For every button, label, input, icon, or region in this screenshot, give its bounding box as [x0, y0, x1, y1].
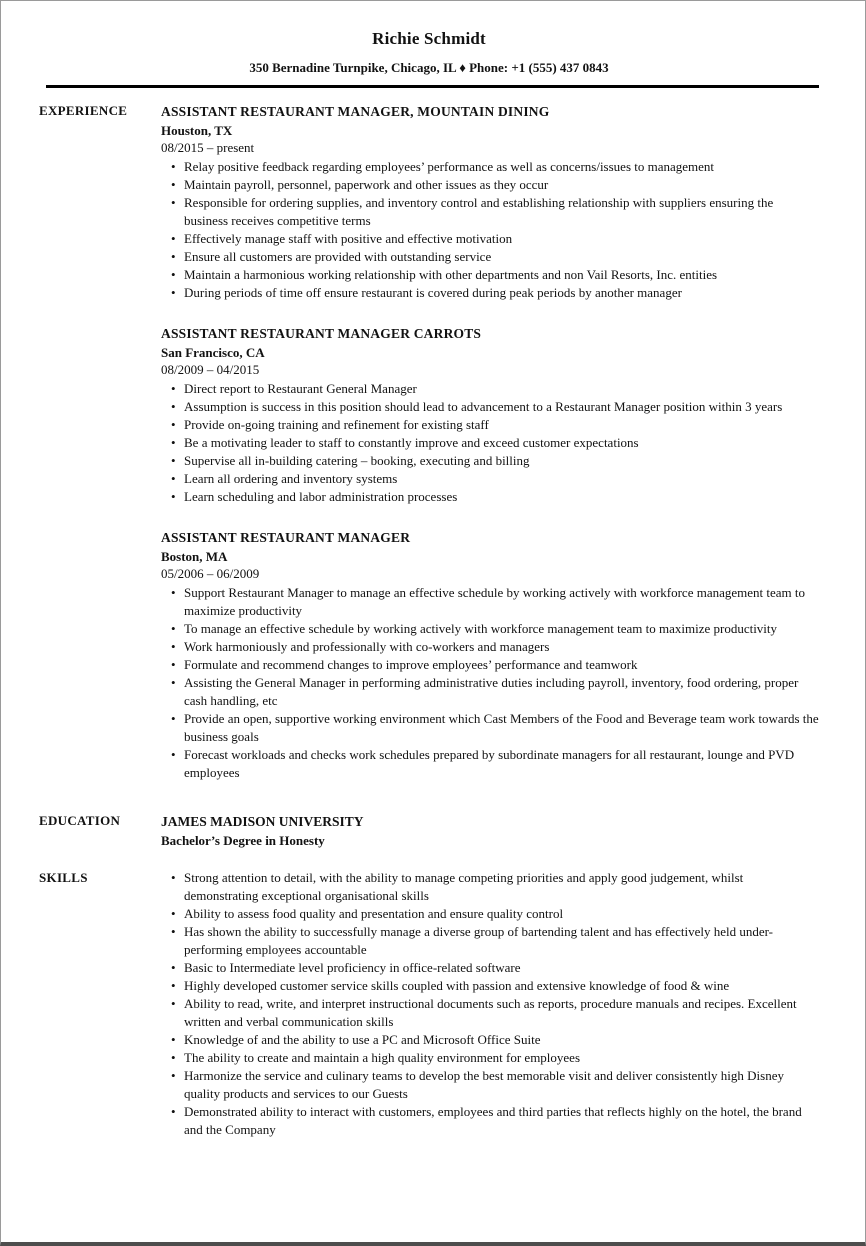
job-bullet: • Supervise all in-building catering – booking, executing and billing [184, 452, 819, 470]
degree-name: Bachelor’s Degree in Honesty [161, 833, 325, 848]
job-bullet: • Assisting the General Manager in performing administrative duties including payroll, inventory, food ordering, proper cash handling, etc [184, 674, 819, 710]
job-bullet-list [161, 584, 819, 782]
job-bullet: • Maintain payroll, personnel, paperwork and other issues as they occur [184, 176, 819, 194]
experience-jobs [161, 102, 819, 782]
job-bullet: • Ensure all customers are provided with outstanding service [184, 248, 819, 266]
skill-bullet: • Strong attention to detail, with the ability to manage competing priorities and apply good judgement, whilst demonstrating exceptional organisational skills [184, 869, 819, 905]
resume-header [39, 29, 819, 76]
job-bullet: • Direct report to Restaurant General Manager [184, 380, 819, 398]
job-entry [161, 528, 819, 782]
skill-bullet: • Highly developed customer service skills coupled with passion and extensive knowledge of food & wine [184, 977, 819, 995]
skill-bullet: • Ability to assess food quality and presentation and ensure quality control [184, 905, 819, 923]
skill-bullet: • Harmonize the service and culinary teams to develop the best memorable visit and deliver consistently high Disney quality products and services to our Guests [184, 1067, 819, 1103]
skill-bullet: • Basic to Intermediate level proficiency in office-related software [184, 959, 819, 977]
job-bullet: • To manage an effective schedule by working actively with workforce management team to maximize productivity [184, 620, 819, 638]
job-bullet: • Forecast workloads and checks work schedules prepared by subordinate managers for all restaurant, lounge and PVD employees [184, 746, 819, 782]
job-bullet-list [161, 380, 819, 506]
job-bullet: • Learn all ordering and inventory systems [184, 470, 819, 488]
section-label-experience: EXPERIENCE [39, 103, 128, 118]
job-bullet: • Assumption is success in this position should lead to advancement to a Restaurant Manager position within 3 years [184, 398, 819, 416]
header-divider [46, 85, 819, 88]
job-bullet: • Formulate and recommend changes to improve employees’ performance and teamwork [184, 656, 819, 674]
skill-bullet: • Demonstrated ability to interact with customers, employees and third parties that reflects highly on the hotel, the brand and the Company [184, 1103, 819, 1139]
job-bullet: • Support Restaurant Manager to manage an effective schedule by working actively with workforce management team to maximize productivity [184, 584, 819, 620]
skill-bullet: • Knowledge of and the ability to use a PC and Microsoft Office Suite [184, 1031, 819, 1049]
school-name: JAMES MADISON UNIVERSITY [161, 814, 364, 829]
experience-section [39, 102, 819, 782]
job-entry [161, 324, 819, 506]
skills-content [161, 869, 819, 1139]
contact-line: 350 Bernadine Turnpike, Chicago, IL ♦ Phone: +1 (555) 437 0843 [249, 60, 609, 75]
skill-bullet: • The ability to create and maintain a high quality environment for employees [184, 1049, 819, 1067]
job-bullet: • Responsible for ordering supplies, and inventory control and establishing relationship with suppliers ensuring the business receives competitive terms [184, 194, 819, 230]
job-bullet: • Provide an open, supportive working environment which Cast Members of the Food and Beverage team work towards the business goals [184, 710, 819, 746]
skills-section [39, 869, 819, 1139]
job-title: ASSISTANT RESTAURANT MANAGER CARROTS [161, 326, 482, 341]
job-bullet: • Work harmoniously and professionally with co-workers and managers [184, 638, 819, 656]
job-title: ASSISTANT RESTAURANT MANAGER, MOUNTAIN DINING [161, 104, 550, 119]
section-label-education: EDUCATION [39, 813, 121, 828]
job-bullet: • Maintain a harmonious working relationship with other departments and non Vail Resorts, Inc. entities [184, 266, 819, 284]
job-location: San Francisco, CA [161, 345, 265, 360]
job-dates: 05/2006 – 06/2009 [161, 566, 260, 581]
job-bullet-list [161, 158, 819, 302]
job-dates: 08/2009 – 04/2015 [161, 362, 260, 377]
education-content [161, 812, 819, 851]
job-bullet: • Learn scheduling and labor administration processes [184, 488, 819, 506]
job-bullet: • Provide on-going training and refinement for existing staff [184, 416, 819, 434]
education-section [39, 812, 819, 851]
job-bullet: • Relay positive feedback regarding employees’ performance as well as concerns/issues to management [184, 158, 819, 176]
skill-bullet: • Ability to read, write, and interpret instructional documents such as reports, procedure manuals and recipes. Excellent written and verbal communication skills [184, 995, 819, 1031]
skills-bullet-list [161, 869, 819, 1139]
section-label-skills: SKILLS [39, 870, 88, 885]
job-title: ASSISTANT RESTAURANT MANAGER [161, 530, 411, 545]
job-entry [161, 102, 819, 302]
job-dates: 08/2015 – present [161, 140, 255, 155]
candidate-name: Richie Schmidt [372, 29, 486, 48]
job-bullet: • Effectively manage staff with positive and effective motivation [184, 230, 819, 248]
skill-bullet: • Has shown the ability to successfully manage a diverse group of bartending talent and has effectively held under-performing employees accountable [184, 923, 819, 959]
job-location: Houston, TX [161, 123, 233, 138]
job-bullet: • During periods of time off ensure restaurant is covered during peak periods by another manager [184, 284, 819, 302]
job-location: Boston, MA [161, 549, 228, 564]
job-bullet: • Be a motivating leader to staff to constantly improve and exceed customer expectations [184, 434, 819, 452]
